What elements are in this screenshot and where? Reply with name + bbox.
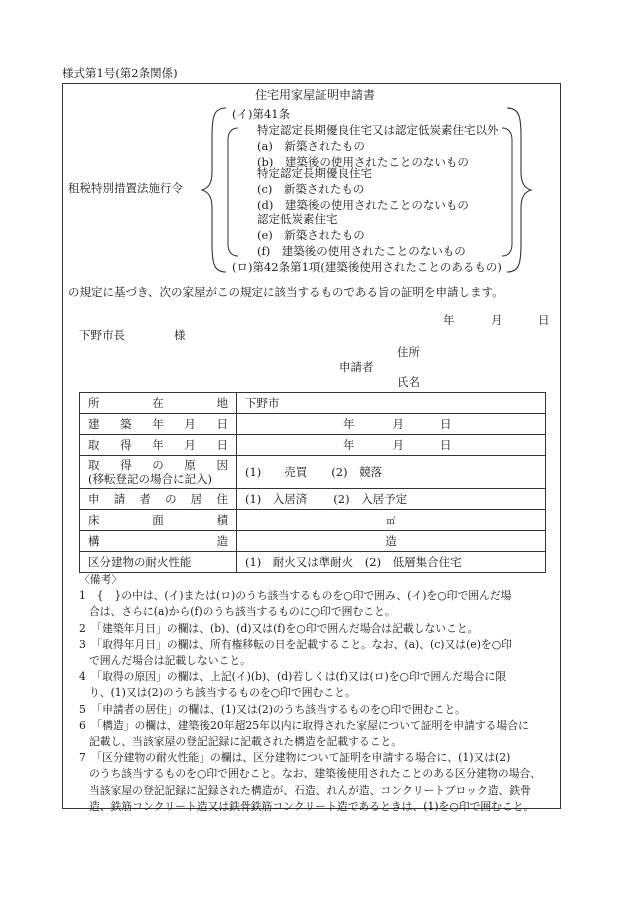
- option-group2-head: 特定認定長期優良住宅: [257, 166, 372, 180]
- note-1: 1 { }の中は、(イ)または(ロ)のうち該当するものを○印で囲み、(イ)を○印で囲んだ場: [79, 589, 512, 603]
- option-i: (イ)第41条: [232, 107, 291, 121]
- acquired-date-label: 取 得 年 月 日: [88, 438, 228, 452]
- table-row: [80, 489, 546, 510]
- property-table: [79, 392, 546, 573]
- option-e: (e) 新築されたもの: [257, 228, 365, 242]
- note-7-cont-3: 造、鉄筋コンクリート造又は鉄骨鉄筋コンクリート造であるときは、(1)を○印で囲むこと。: [89, 799, 535, 813]
- table-row: [80, 552, 546, 573]
- law-name: 租税特別措置法施行令: [68, 181, 183, 195]
- date-month: 月: [491, 313, 503, 327]
- structure-value[interactable]: 造: [237, 531, 546, 552]
- structure-label: 構 造: [88, 534, 228, 548]
- location-value[interactable]: 下野市: [237, 393, 546, 414]
- table-row: [80, 414, 546, 435]
- date-year: 年: [443, 313, 455, 327]
- addressee: 下野市長: [79, 328, 125, 342]
- note-6-cont: 記載し、当該家屋の登記記録に記載された構造を記載すること。: [89, 735, 403, 749]
- form-title: 住宅用家屋証明申請書: [255, 88, 376, 102]
- note-4: 4 「取得の原因」の欄は、上記(イ)(b)、(d)若しくは(f)又は(ロ)を○印で囲んだ場合に限: [79, 670, 507, 684]
- statement: の規定に基づき、次の家屋がこの規定に該当するものである旨の証明を申請します。: [68, 285, 504, 299]
- option-ro: (ロ)第42条第1項(建築後使用されたことのあるもの): [232, 260, 502, 274]
- fire-resistance-label: 区分建物の耐火性能: [88, 555, 192, 569]
- cause-option-2[interactable]: (2) 競落: [331, 465, 383, 479]
- acquired-date-value[interactable]: 年 月 日: [237, 435, 546, 456]
- honorific: 様: [174, 328, 186, 342]
- note-3: 3 「取得年月日」の欄は、所有権移転の日を記載すること。なお、(a)、(c)又は(e)を○印: [79, 637, 512, 651]
- applicant-address-label: 住所: [397, 345, 420, 359]
- notes: [79, 572, 541, 815]
- notes-heading: 〈備考〉: [79, 573, 123, 586]
- floor-area-label: 床 面 積: [88, 513, 228, 527]
- option-c: (c) 新築されたもの: [257, 182, 365, 196]
- cause-label: 取 得 の 原 因: [88, 458, 228, 472]
- note-4-cont: り、(1)又は(2)のうち該当するものを○印で囲むこと。: [89, 686, 356, 700]
- cause-options[interactable]: [237, 456, 546, 489]
- cause-option-1[interactable]: (1) 売買: [245, 465, 308, 479]
- note-7-cont-2: 当該家屋の登記記録に記録された構造が、石造、れんが造、コンクリートブロック造、鉄骨: [89, 783, 531, 797]
- option-d: (d) 建築後の使用されたことのないもの: [257, 198, 469, 212]
- option-group3-head: 認定低炭素住宅: [257, 212, 338, 226]
- option-group1-head: 特定認定長期優良住宅又は認定低炭素住宅以外: [257, 123, 499, 137]
- fire-resistance-options[interactable]: (1) 耐火又は準耐火 (2) 低層集合住宅: [237, 552, 546, 573]
- note-2: 2 「建築年月日」の欄は、(b)、(d)又は(f)を○印で囲んだ場合は記載しないこと。: [79, 621, 479, 635]
- residence-option-2[interactable]: (2) 入居予定: [333, 492, 408, 506]
- table-row: [80, 393, 546, 414]
- form-number: 様式第1号(第2条関係): [62, 66, 178, 80]
- table-row: [80, 531, 546, 552]
- table-row: [80, 456, 546, 489]
- table-row: [80, 510, 546, 531]
- applicant-name-label: 氏名: [397, 375, 420, 389]
- applicant-label: 申請者: [339, 360, 374, 374]
- built-date-label: 建 築 年 月 日: [88, 417, 228, 431]
- note-6: 6 「構造」の欄は、建築後20年超25年以内に取得された家屋について証明を申請する場合に: [79, 718, 529, 732]
- note-1-cont: 合は、さらに(a)から(f)のうち該当するものに○印で囲むこと。: [89, 605, 396, 619]
- cause-sublabel: (移転登記の場合に記入): [88, 472, 212, 486]
- residence-label: 申 請 者 の 居 住: [88, 492, 228, 506]
- floor-area-value[interactable]: ㎡: [237, 510, 546, 531]
- location-label: 所 在 地: [88, 396, 228, 410]
- built-date-value[interactable]: 年 月 日: [237, 414, 546, 435]
- residence-options[interactable]: [237, 489, 546, 510]
- date-day: 日: [538, 313, 550, 327]
- note-3-cont: で囲んだ場合は記載しないこと。: [89, 654, 251, 668]
- note-5: 5 「申請者の居住」の欄は、(1)又は(2)のうち該当するものを○印で囲むこと。: [79, 702, 466, 716]
- note-7: 7 「区分建物の耐火性能」の欄は、区分建物について証明を申請する場合に、(1)又は(2): [79, 751, 511, 765]
- note-7-cont-1: のうち該当するものを○印で囲むこと。なお、建築後使用されたことのある区分建物の場合、: [89, 767, 542, 781]
- option-a: (a) 新築されたもの: [257, 139, 365, 153]
- option-f: (f) 建築後の使用されたことのないもの: [257, 244, 466, 258]
- residence-option-1[interactable]: (1) 入居済: [245, 492, 308, 506]
- table-row: [80, 435, 546, 456]
- option-b: (b) 建築後の使用されたことのないもの: [257, 155, 469, 169]
